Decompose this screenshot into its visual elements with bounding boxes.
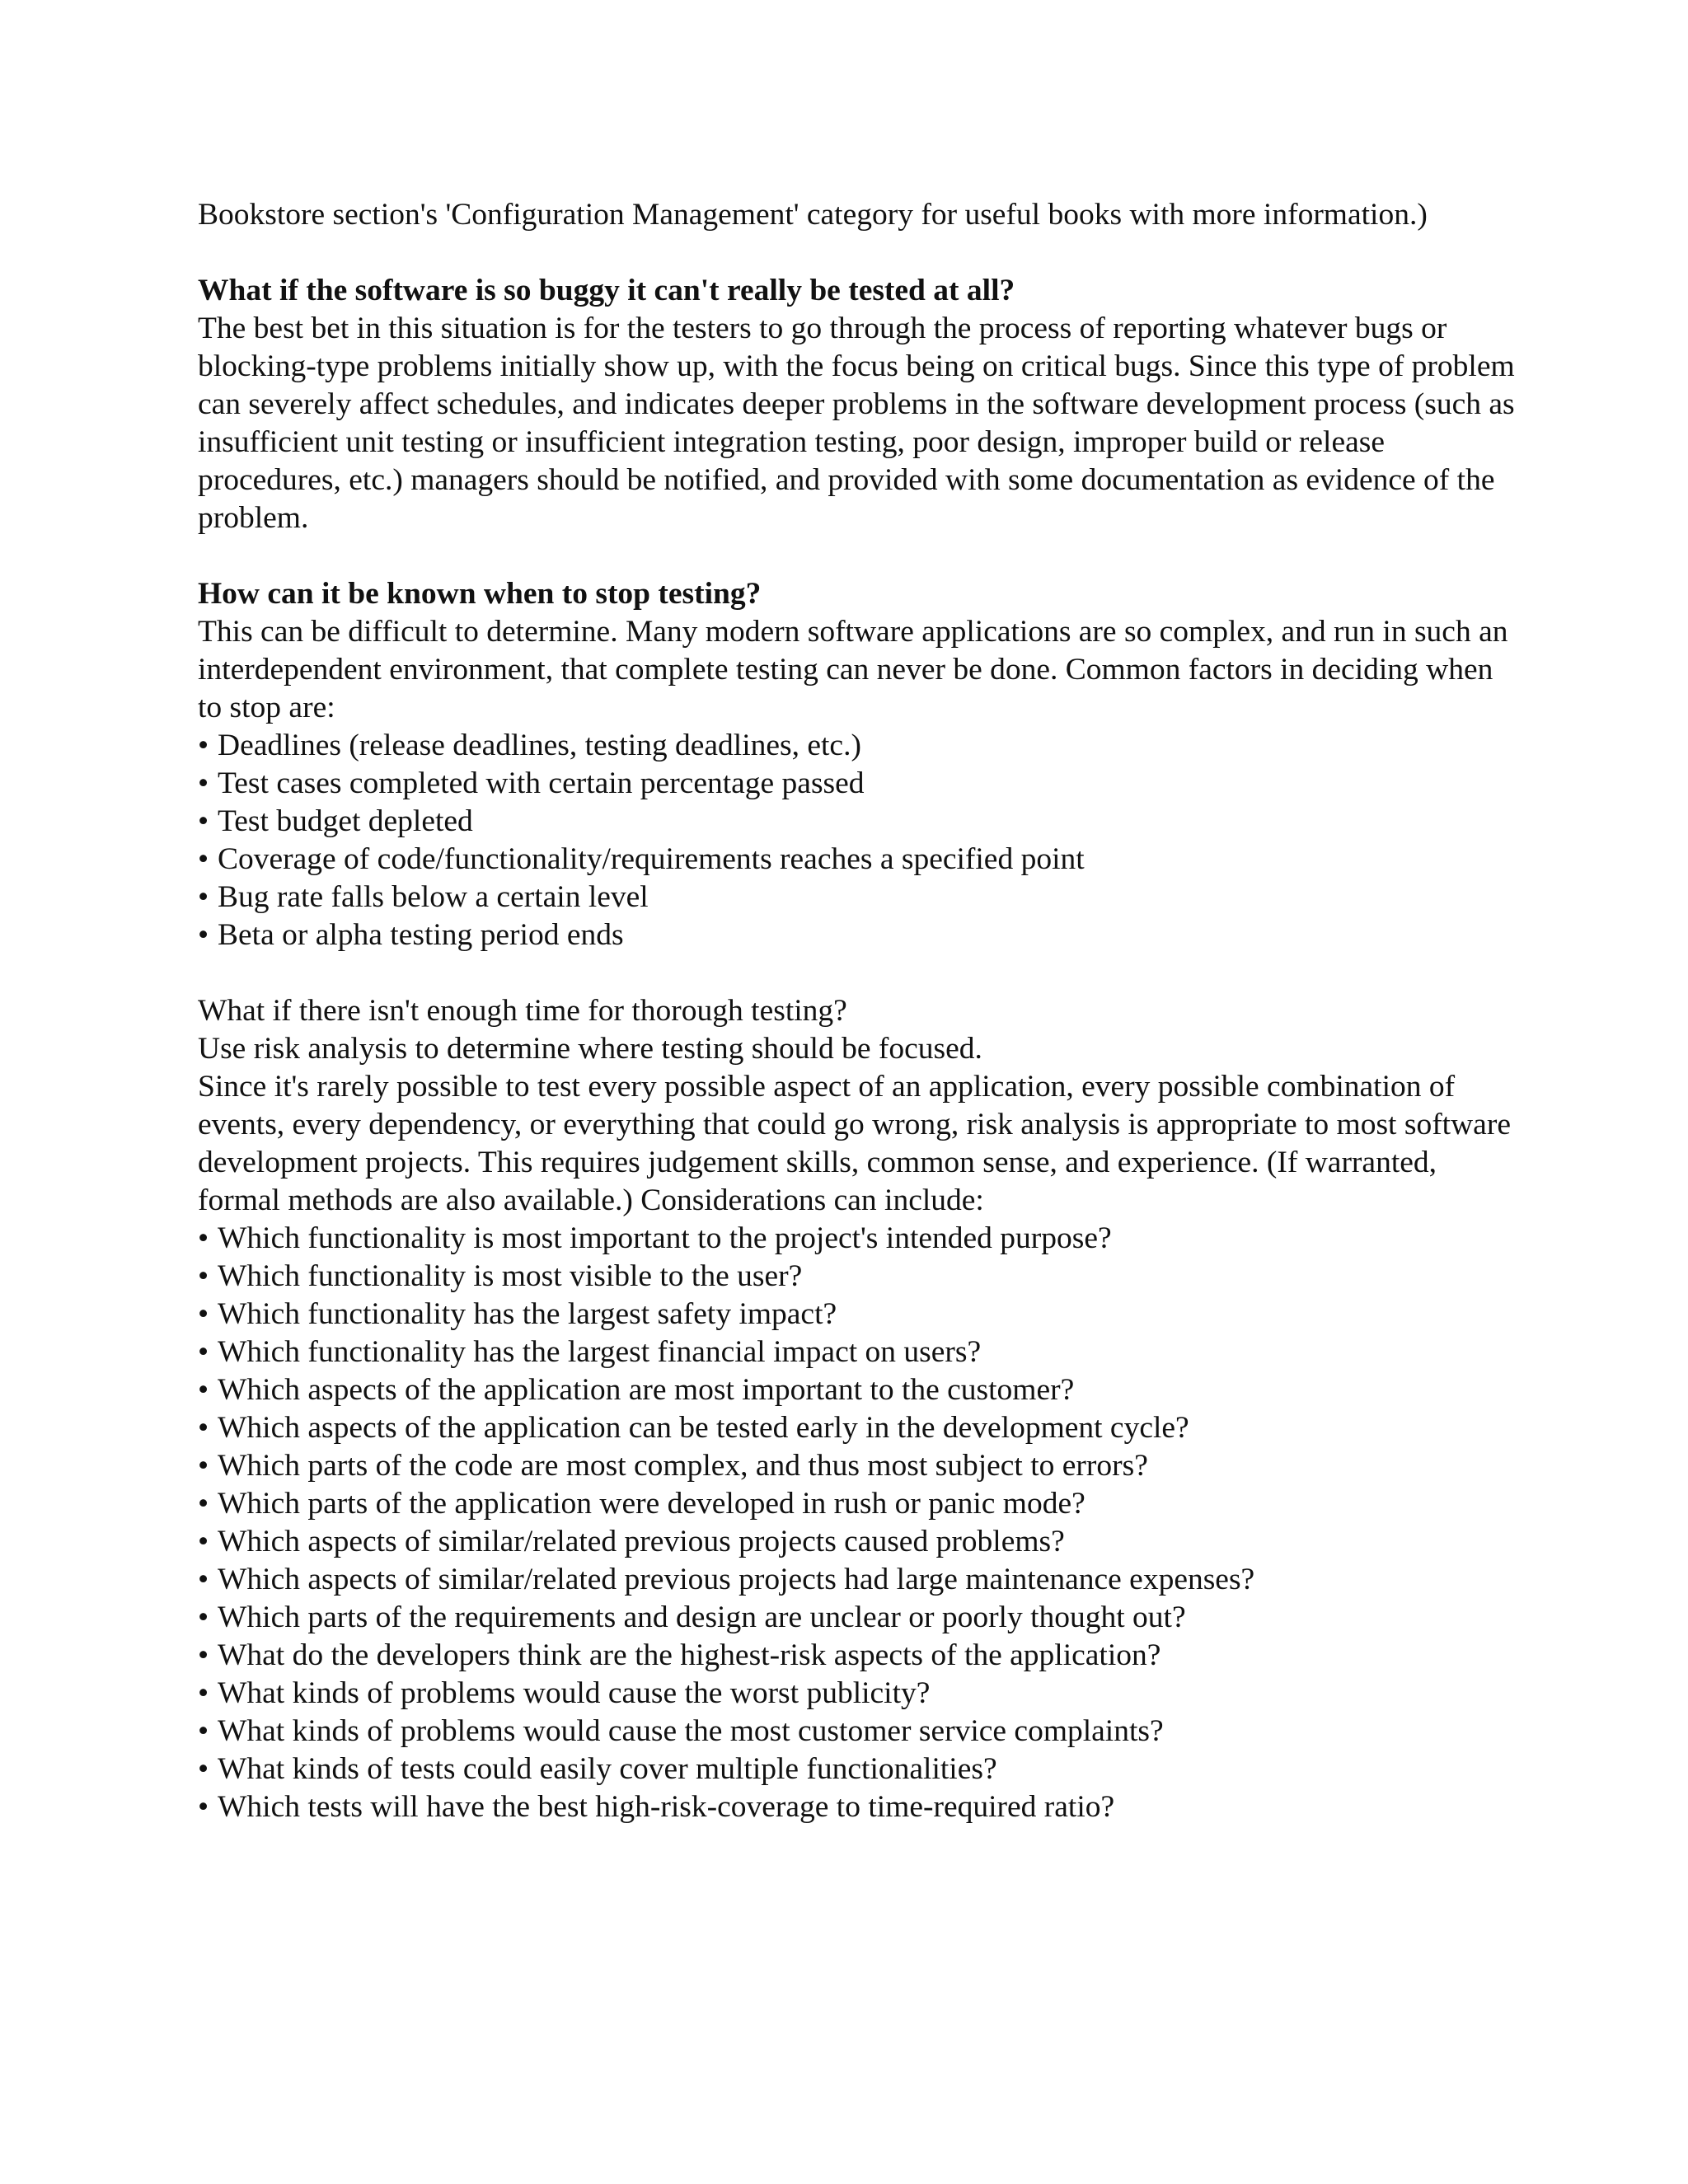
bullet-icon: • [198, 1335, 209, 1369]
list-item-text: What kinds of problems would cause the worst publicity? [218, 1676, 931, 1710]
bullet-icon: • [198, 1221, 209, 1255]
risk-considerations-list [198, 1220, 1517, 1826]
list-item-text: Beta or alpha testing period ends [218, 918, 624, 952]
list-item-text: Test cases completed with certain percentage passed [218, 766, 865, 800]
section-body-risk-analysis: Since it's rarely possible to test every possible aspect of an application, every possible combination of events, every dependency, or everything that could go wrong, risk analysis is appropriate to most software development projects. This requires judgement skills, common sense, and experience. (If warranted, formal methods are also available.) Considerations can include: [198, 1070, 1511, 1217]
list-item-text: Which aspects of similar/related previous projects had large maintenance expenses? [218, 1563, 1255, 1596]
list-item [198, 1561, 1517, 1599]
bullet-icon: • [198, 1297, 209, 1331]
bullet-icon: • [198, 918, 209, 952]
list-item-text: Bug rate falls below a certain level [218, 880, 649, 914]
paragraph-gap [198, 234, 1517, 272]
list-item-text: What kinds of problems would cause the most customer service complaints? [218, 1714, 1164, 1748]
list-item-text: Which functionality is most important to the project's intended purpose? [218, 1221, 1112, 1255]
section-body-stop-testing: This can be difficult to determine. Many modern software applications are so complex, and run in such an interdependent environment, that complete testing can never be done. Common factors in deciding when to stop are: [198, 615, 1508, 724]
bullet-icon: • [198, 1525, 209, 1558]
list-item [198, 1675, 1517, 1713]
paragraph-gap [198, 537, 1517, 575]
list-item-text: What do the developers think are the highest-risk aspects of the application? [218, 1638, 1161, 1672]
list-item [198, 841, 1517, 879]
list-item-text: Test budget depleted [218, 804, 473, 838]
list-item [198, 1447, 1517, 1485]
bullet-icon: • [198, 1563, 209, 1596]
stop-factors-list [198, 727, 1517, 954]
list-item-text: Which functionality is most visible to the user? [218, 1259, 803, 1293]
bullet-icon: • [198, 1714, 209, 1748]
intro-paragraph: Bookstore section's 'Configuration Management' category for useful books with more information.) [198, 198, 1428, 232]
list-item-text: Which parts of the requirements and design are unclear or poorly thought out? [218, 1601, 1186, 1634]
list-item [198, 1258, 1517, 1296]
list-item-text: Which aspects of similar/related previous projects caused problems? [218, 1525, 1065, 1558]
paragraph-gap [198, 954, 1517, 992]
section-heading-buggy-software: What if the software is so buggy it can't really be tested at all? [198, 274, 1015, 307]
bullet-icon: • [198, 729, 209, 762]
bullet-icon: • [198, 1676, 209, 1710]
list-item [198, 1637, 1517, 1675]
list-item [198, 1788, 1517, 1826]
bullet-icon: • [198, 1638, 209, 1672]
bullet-icon: • [198, 1449, 209, 1483]
list-item-text: Which aspects of the application can be tested early in the development cycle? [218, 1411, 1189, 1445]
bullet-icon: • [198, 1259, 209, 1293]
section-answer-time: Use risk analysis to determine where testing should be focused. [198, 1032, 982, 1066]
list-item-text: What kinds of tests could easily cover multiple functionalities? [218, 1752, 997, 1786]
list-item [198, 1296, 1517, 1333]
bullet-icon: • [198, 842, 209, 876]
section-heading-stop-testing: How can it be known when to stop testing? [198, 577, 762, 611]
list-item-text: Deadlines (release deadlines, testing deadlines, etc.) [218, 729, 861, 762]
list-item-text: Which parts of the code are most complex, and thus most subject to errors? [218, 1449, 1148, 1483]
list-item [198, 1220, 1517, 1258]
bullet-icon: • [198, 1411, 209, 1445]
list-item [198, 803, 1517, 841]
list-item [198, 1713, 1517, 1750]
list-item-text: Which aspects of the application are most important to the customer? [218, 1373, 1075, 1407]
bullet-icon: • [198, 1373, 209, 1407]
bullet-icon: • [198, 1790, 209, 1824]
list-item [198, 879, 1517, 916]
bullet-icon: • [198, 1752, 209, 1786]
section-body-buggy-software: The best bet in this situation is for the testers to go through the process of reporting whatever bugs or blocking-type problems initially show up, with the focus being on critical bugs. Since this type of problem can severely affect schedules, and indicates deeper problems in the software development process (such as insufficient unit testing or insufficient integration testing, poor design, improper build or release procedures, etc.) managers should be notified, and provided with some documentation as evidence of the problem. [198, 312, 1515, 535]
list-item [198, 727, 1517, 765]
list-item-text: Which functionality has the largest safety impact? [218, 1297, 837, 1331]
list-item-text: Which parts of the application were developed in rush or panic mode? [218, 1487, 1085, 1521]
bullet-icon: • [198, 1487, 209, 1521]
list-item [198, 765, 1517, 803]
list-item-text: Which tests will have the best high-risk-coverage to time-required ratio? [218, 1790, 1115, 1824]
bullet-icon: • [198, 766, 209, 800]
list-item [198, 916, 1517, 954]
list-item-text: Which functionality has the largest financial impact on users? [218, 1335, 982, 1369]
list-item [198, 1750, 1517, 1788]
bullet-icon: • [198, 880, 209, 914]
list-item-text: Coverage of code/functionality/requirements reaches a specified point [218, 842, 1085, 876]
list-item [198, 1371, 1517, 1409]
bullet-icon: • [198, 1601, 209, 1634]
list-item [198, 1485, 1517, 1523]
list-item [198, 1599, 1517, 1637]
list-item [198, 1523, 1517, 1561]
list-item [198, 1409, 1517, 1447]
bullet-icon: • [198, 804, 209, 838]
list-item [198, 1333, 1517, 1371]
section-question-time: What if there isn't enough time for thorough testing? [198, 994, 847, 1028]
document-page [198, 196, 1517, 1826]
